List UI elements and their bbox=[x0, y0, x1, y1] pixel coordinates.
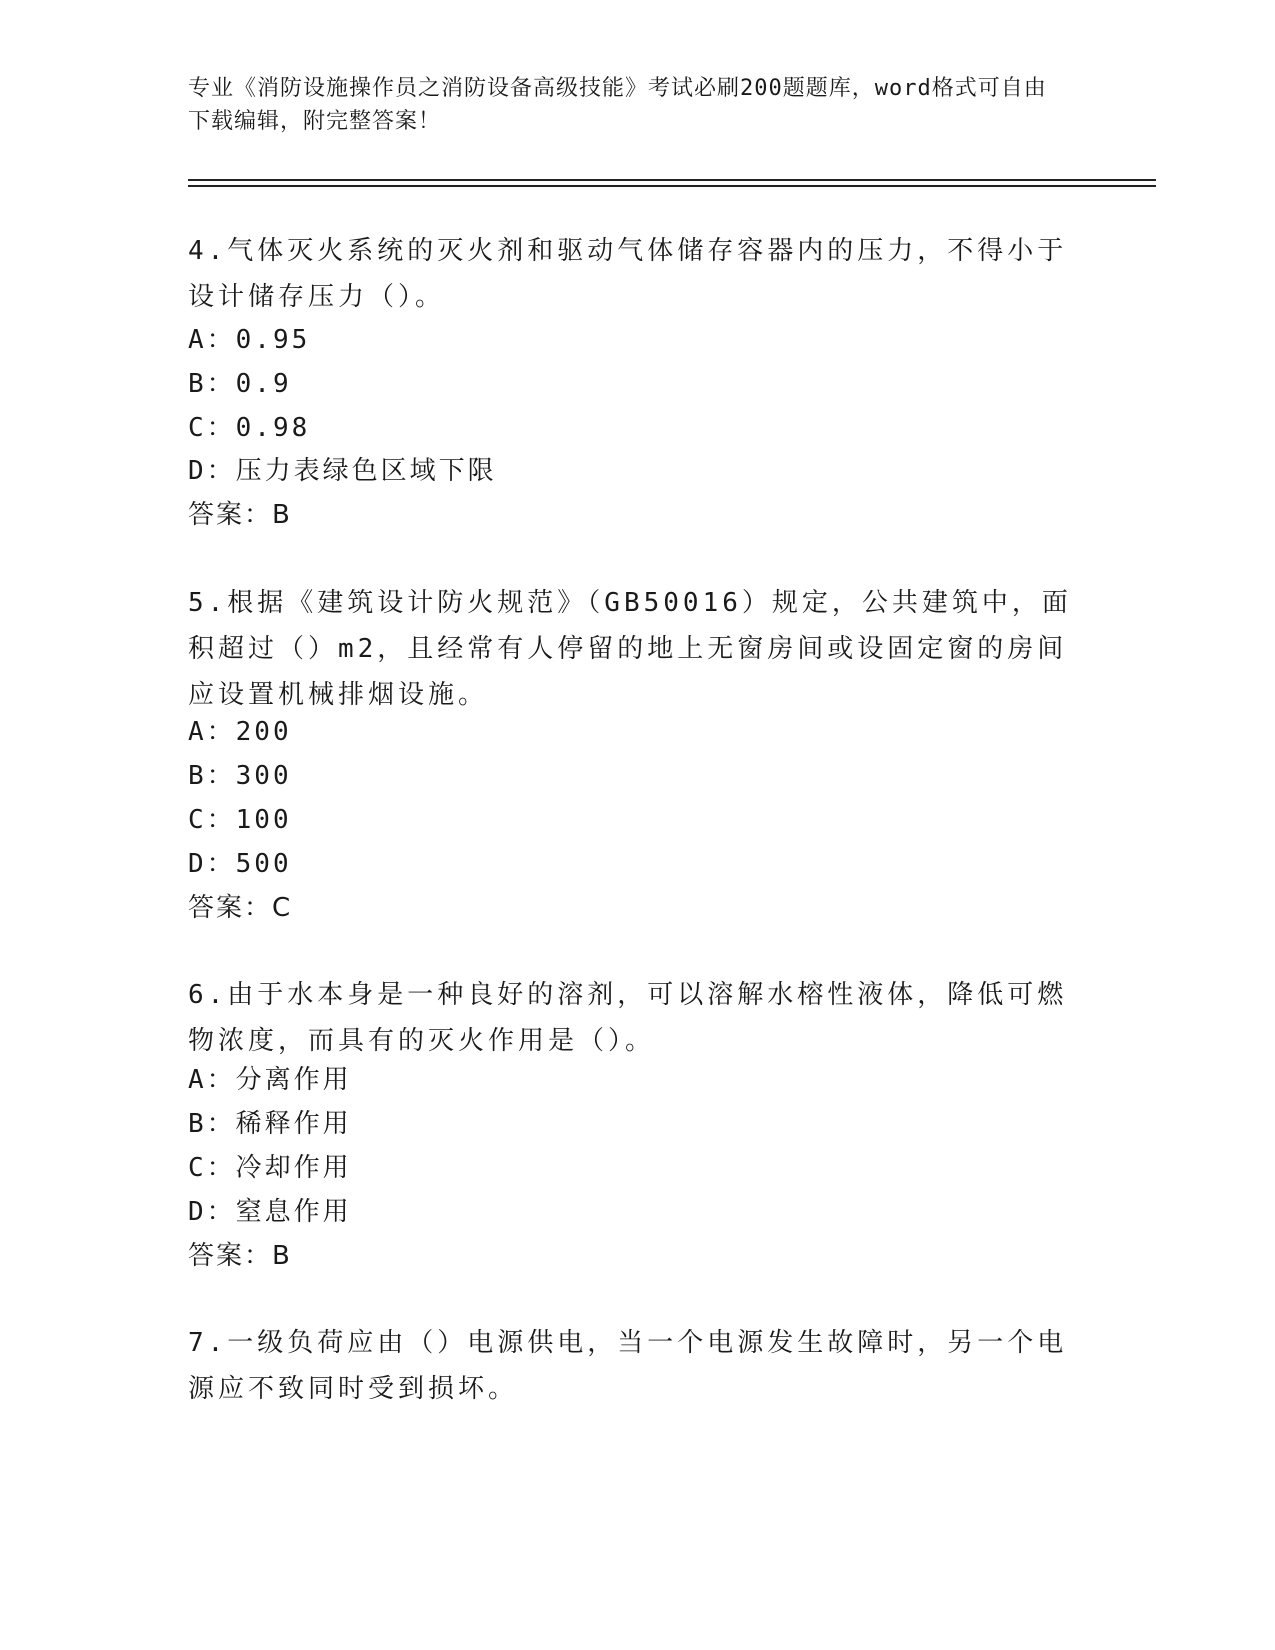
question-6-answer: 答案：B bbox=[188, 1241, 292, 1271]
question-4-option-b: B：0.9 bbox=[188, 369, 292, 399]
question-5-answer: 答案：C bbox=[188, 893, 293, 923]
question-6-option-c: C：冷却作用 bbox=[188, 1153, 352, 1183]
question-4-option-c: C：0.98 bbox=[188, 413, 311, 443]
question-6-option-d: D：窒息作用 bbox=[188, 1197, 352, 1227]
question-5-text: 5.根据《建筑设计防火规范》（GB50016）规定，公共建筑中，面积超过（）m2，且经常有人停留的地上无窗房间或设固定窗的房间应设置机械排烟设施。 bbox=[188, 588, 1072, 710]
question-4-text: 4.气体灭火系统的灭火剂和驱动气体储存容器内的压力，不得小于设计储存压力（）。 bbox=[188, 236, 1068, 312]
question-6-option-b: B：稀释作用 bbox=[188, 1109, 352, 1139]
question-5-option-b: B：300 bbox=[188, 761, 292, 791]
question-6-option-a: A：分离作用 bbox=[188, 1065, 352, 1095]
question-6-text: 6.由于水本身是一种良好的溶剂，可以溶解水榕性液体，降低可燃物浓度，而具有的灭火作用是（）。 bbox=[188, 980, 1068, 1056]
question-4-option-d: D：压力表绿色区域下限 bbox=[188, 456, 497, 486]
question-5-option-a: A：200 bbox=[188, 717, 292, 747]
header-rule-top bbox=[188, 179, 1156, 181]
question-4-answer: 答案：B bbox=[188, 500, 292, 530]
question-7-text: 7.一级负荷应由（）电源供电，当一个电源发生故障时，另一个电源应不致同时受到损坏。 bbox=[188, 1328, 1068, 1404]
page-header: 专业《消防设施操作员之消防设备高级技能》考试必刷200题题库，word格式可自由下载编辑，附完整答案！ bbox=[188, 76, 1047, 134]
question-5-option-c: C：100 bbox=[188, 805, 292, 835]
header-rule-bottom bbox=[188, 185, 1156, 187]
question-5-option-d: D：500 bbox=[188, 849, 292, 879]
question-4-option-a: A：0.95 bbox=[188, 325, 311, 355]
